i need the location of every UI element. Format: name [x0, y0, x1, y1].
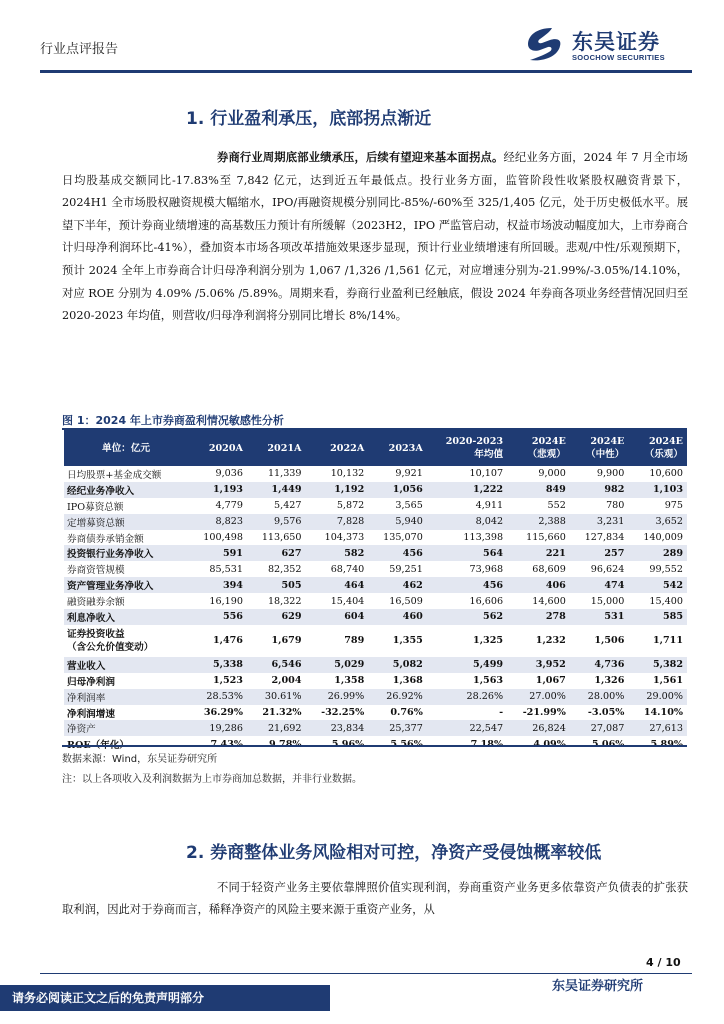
table-cell: 982 [570, 482, 629, 498]
table-cell: 18,322 [267, 595, 302, 607]
table-cell: 27,087 [570, 720, 629, 736]
table-cell: 16,509 [389, 595, 423, 607]
figure-bottom-rule [62, 745, 687, 747]
table-cell: 1,476 [212, 635, 243, 647]
row-label: 融资融券余额 [67, 597, 125, 609]
row-label: 归母净利润 [67, 676, 115, 688]
table-cell: 100,498 [203, 532, 243, 543]
table-cell: 464 [306, 577, 369, 593]
table-cell: 3,231 [570, 514, 629, 530]
table-cell: 5,499 [427, 657, 507, 673]
table-cell: 1,563 [473, 675, 504, 687]
col-header-optimistic: 2024E （乐观） [628, 430, 687, 466]
table-cell: 604 [306, 609, 369, 625]
table-cell: 289 [628, 545, 687, 561]
table-cell: 85,531 [209, 563, 243, 575]
table-cell: 1,355 [392, 635, 423, 647]
table-cell: 25,377 [368, 720, 427, 736]
table-cell: 1,232 [535, 635, 566, 647]
logo-english-name: SOOCHOW SECURITIES [572, 53, 665, 62]
table-cell: 1,711 [652, 635, 683, 647]
table-cell: 82,352 [267, 563, 302, 575]
table-cell: 9,000 [538, 468, 566, 480]
table-row [64, 657, 687, 673]
col-header-unit: 单位：亿元 [64, 430, 188, 466]
row-label: 证券投资收益 （含公允价值变动） [67, 628, 154, 653]
table-cell: 27,613 [628, 720, 687, 736]
data-source: 数据来源：Wind，东吴证券研究所 [62, 754, 218, 765]
table-cell: 8,823 [188, 514, 247, 530]
table-cell: 552 [547, 500, 566, 512]
table-cell: 789 [344, 635, 365, 647]
company-logo [522, 24, 692, 64]
table-cell: 140,009 [643, 532, 683, 543]
section-1-lead: 券商行业周期底部业绩承压，后续有望迎来基本面拐点。 [217, 150, 504, 164]
table-row [64, 482, 687, 498]
row-label: 资产管理业务净收入 [64, 577, 188, 593]
table-cell: 19,286 [188, 720, 247, 736]
table-note: 注：以上各项收入及利润数据为上市券商加总数据，并非行业数据。 [62, 774, 362, 785]
col-header-neutral: 2024E （中性） [570, 430, 629, 466]
table-cell: 1,325 [473, 635, 504, 647]
table-cell: 780 [606, 500, 625, 512]
figure-title: 图 1：2024 年上市券商盈利情况敏感性分析 [62, 414, 284, 427]
table-cell: 26.92% [368, 689, 427, 705]
row-label: 券商资管规模 [67, 565, 125, 577]
table-cell: 115,660 [526, 532, 566, 543]
disclaimer-banner: 请务必阅读正文之后的免责声明部分 [0, 985, 330, 1011]
table-row [64, 625, 687, 657]
section-2-paragraph: 不同于轻资产业务主要依靠牌照价值实现利润，券商重资产业务更多依靠资产负债表的扩张获取利润，因此对于券商而言，稀释净资产的风险主要来源于重资产业务，从 [62, 881, 688, 916]
table-cell: 5,427 [274, 500, 302, 512]
table-cell: 9,036 [215, 468, 243, 480]
table-cell: 505 [247, 577, 306, 593]
table-cell: 16,190 [209, 595, 243, 607]
table-row [64, 577, 687, 593]
table-cell: 28.53% [188, 689, 247, 705]
table-cell: 99,552 [649, 563, 683, 575]
table-cell: 278 [507, 609, 570, 625]
col-header-2021a: 2021A [247, 430, 306, 466]
table-cell: 456 [427, 577, 507, 593]
table-cell: 6,546 [247, 657, 306, 673]
row-label: IPO募资总额 [67, 501, 124, 513]
table-cell: 27.00% [507, 689, 570, 705]
col-header-average: 2020-2023 年均值 [427, 430, 507, 466]
col-header-2022a: 2022A [306, 430, 369, 466]
table-cell: 3,565 [395, 500, 423, 512]
col-header-2020a: 2020A [188, 430, 247, 466]
table-cell: 2,388 [507, 514, 570, 530]
row-label: 投资银行业务净收入 [64, 545, 188, 561]
table-cell: 1,449 [247, 482, 306, 498]
table-cell: 474 [570, 577, 629, 593]
table-cell: 5,338 [188, 657, 247, 673]
table-cell: 5,872 [336, 500, 365, 512]
table-cell: 15,000 [590, 595, 625, 607]
row-label: 净资产 [64, 720, 188, 736]
table-cell: 975 [664, 500, 683, 512]
table-cell: 562 [427, 609, 507, 625]
table-cell: 113,650 [261, 532, 302, 543]
table-cell: 21,692 [247, 720, 306, 736]
table-cell: 394 [188, 577, 247, 593]
table-cell: 1,192 [306, 482, 369, 498]
table-cell: 135,070 [383, 532, 423, 543]
row-label: 利息净收入 [64, 609, 188, 625]
row-label: 经纪业务净收入 [64, 482, 188, 498]
table-cell: 406 [507, 577, 570, 593]
footer-org: 东吴证券研究所 [552, 979, 644, 994]
table-cell: 73,968 [469, 563, 504, 575]
sensitivity-table [64, 430, 687, 752]
table-cell: - [499, 707, 504, 719]
row-label: 净利润率 [64, 689, 188, 705]
table-cell: 3,652 [628, 514, 687, 530]
table-cell: 257 [570, 545, 629, 561]
logo-chinese-name: 东吴证券 [572, 30, 660, 54]
table-row [64, 673, 687, 689]
section-1-body: 经纪业务方面，2024 年 7 月全市场日均股基成交额同比-17.83%至 7,842 亿元，达到近五年最低点。投行业务方面，监管阶段性收紧股权融资背景下，2024H1 全市场股权融资规模大幅缩水，IPO/再融资规模分别同比-85%/-60%至 325/1,405 亿元，处于历史极低水平。展望下半年，预计券商业绩增速的高基数压力预计有所缓解（2023H2，IPO 严监管启动，权益市场波动幅度加大，上市券商合计归母净利润环比-41%），叠加资本市场各项改革措施效果逐步显现，预计行业业绩增速有所回暖。悲观/中性/乐观预期下，预计 2024 全年上市券商合计归母净利润分别为 1,067 /1,326 /1,561 亿元，对应增速分别为-21.99%/-3.05%/14.10%，对应 ROE 分别为 4.09% /5.06% /5.89%。周期来看，券商行业盈利已经触底，假设 2024 年券商各项业务经营情况回归至 2020-2023 年均值，则营收/归母净利润将分别同比增长 8%/14%。 [62, 151, 688, 323]
table-cell: -21.99% [522, 707, 566, 719]
table-row [64, 466, 687, 482]
table-header-row [64, 430, 687, 466]
table-cell: 2,004 [271, 675, 302, 687]
table-row [64, 530, 687, 546]
table-cell: 15,400 [649, 595, 683, 607]
row-label: 营业收入 [64, 657, 188, 673]
table-cell: 462 [368, 577, 427, 593]
table-cell: 1,326 [594, 675, 625, 687]
section-1-paragraph [62, 146, 688, 328]
table-cell: 9,921 [395, 468, 423, 480]
table-cell: -3.05% [587, 707, 625, 719]
soochow-logo-icon [522, 24, 566, 64]
table-cell: 23,834 [306, 720, 369, 736]
table-cell: 104,373 [324, 532, 365, 543]
table-cell: 627 [247, 545, 306, 561]
table-cell: 1,067 [535, 675, 566, 687]
table-cell: 582 [306, 545, 369, 561]
footer-rule [40, 973, 692, 974]
table-cell: 29.00% [628, 689, 687, 705]
table-cell: 531 [570, 609, 629, 625]
table-cell: 1,679 [271, 635, 302, 647]
table-cell: 564 [427, 545, 507, 561]
table-cell: 1,103 [628, 482, 687, 498]
table-cell: 0.76% [390, 707, 423, 719]
table-row [64, 498, 687, 514]
table-cell: 26.99% [306, 689, 369, 705]
table-cell: 26,824 [507, 720, 570, 736]
row-label: 定增募资总额 [64, 514, 188, 530]
col-header-2023a: 2023A [368, 430, 427, 466]
table-cell: 22,547 [427, 720, 507, 736]
report-type-label: 行业点评报告 [40, 42, 119, 57]
table-cell: 30.61% [247, 689, 306, 705]
table-cell: 221 [507, 545, 570, 561]
table-cell: 9,576 [247, 514, 306, 530]
table-cell: 36.29% [203, 707, 243, 719]
table-cell: -32.25% [321, 707, 365, 719]
table-cell: 10,600 [649, 468, 683, 480]
table-cell: 59,251 [389, 563, 423, 575]
table-cell: 8,042 [427, 514, 507, 530]
table-cell: 15,404 [330, 595, 365, 607]
col-header-pessimistic: 2024E （悲观） [507, 430, 570, 466]
table-cell: 556 [188, 609, 247, 625]
table-row [64, 545, 687, 561]
table-cell: 1,056 [368, 482, 427, 498]
section-2-title: 2. 券商整体业务风险相对可控，净资产受侵蚀概率较低 [186, 843, 602, 863]
table-cell: 113,398 [463, 532, 504, 543]
table-cell: 16,606 [469, 595, 504, 607]
table-cell: 5,082 [368, 657, 427, 673]
table-cell: 456 [368, 545, 427, 561]
table-cell: 542 [628, 577, 687, 593]
table-cell: 68,609 [532, 563, 566, 575]
table-cell: 585 [628, 609, 687, 625]
table-row [64, 514, 687, 530]
table-cell: 1,368 [392, 675, 423, 687]
table-cell: 9,900 [596, 468, 625, 480]
table-cell: 4,736 [570, 657, 629, 673]
table-cell: 14,600 [532, 595, 566, 607]
table-row [64, 705, 687, 721]
table-cell: 5,382 [628, 657, 687, 673]
table-cell: 28.00% [570, 689, 629, 705]
table-cell: 1,523 [212, 675, 243, 687]
table-cell: 849 [507, 482, 570, 498]
row-label: 日均股票+基金成交额 [67, 469, 162, 481]
table-row [64, 720, 687, 736]
table-cell: 7,828 [306, 514, 369, 530]
table-cell: 1,193 [188, 482, 247, 498]
table-cell: 21.32% [262, 707, 302, 719]
table-cell: 5,940 [368, 514, 427, 530]
table-cell: 4,911 [475, 500, 504, 512]
table-cell: 1,561 [652, 675, 683, 687]
row-label: 净利润增速 [67, 708, 115, 720]
table-cell: 10,132 [330, 468, 365, 480]
table-cell: 591 [188, 545, 247, 561]
table-cell: 14.10% [643, 707, 683, 719]
section-1-title: 1. 行业盈利承压，底部拐点渐近 [186, 109, 432, 129]
table-row [64, 593, 687, 609]
table-row [64, 689, 687, 705]
table-cell: 10,107 [469, 468, 504, 480]
row-label: 券商债券承销金额 [67, 533, 144, 545]
table-cell: 1,506 [594, 635, 625, 647]
table-cell: 1,222 [427, 482, 507, 498]
table-row [64, 609, 687, 625]
table-cell: 629 [247, 609, 306, 625]
header-rule [40, 70, 692, 73]
table-cell: 127,834 [584, 532, 625, 543]
table-cell: 5,029 [306, 657, 369, 673]
table-cell: 28.26% [427, 689, 507, 705]
table-cell: 11,339 [267, 468, 302, 480]
page-number: 4 / 10 [646, 956, 681, 969]
table-cell: 3,952 [507, 657, 570, 673]
table-cell: 96,624 [590, 563, 625, 575]
table-cell: 460 [368, 609, 427, 625]
table-row [64, 561, 687, 577]
table-cell: 68,740 [330, 563, 365, 575]
table-cell: 4,779 [215, 500, 243, 512]
table-cell: 1,358 [334, 675, 365, 687]
